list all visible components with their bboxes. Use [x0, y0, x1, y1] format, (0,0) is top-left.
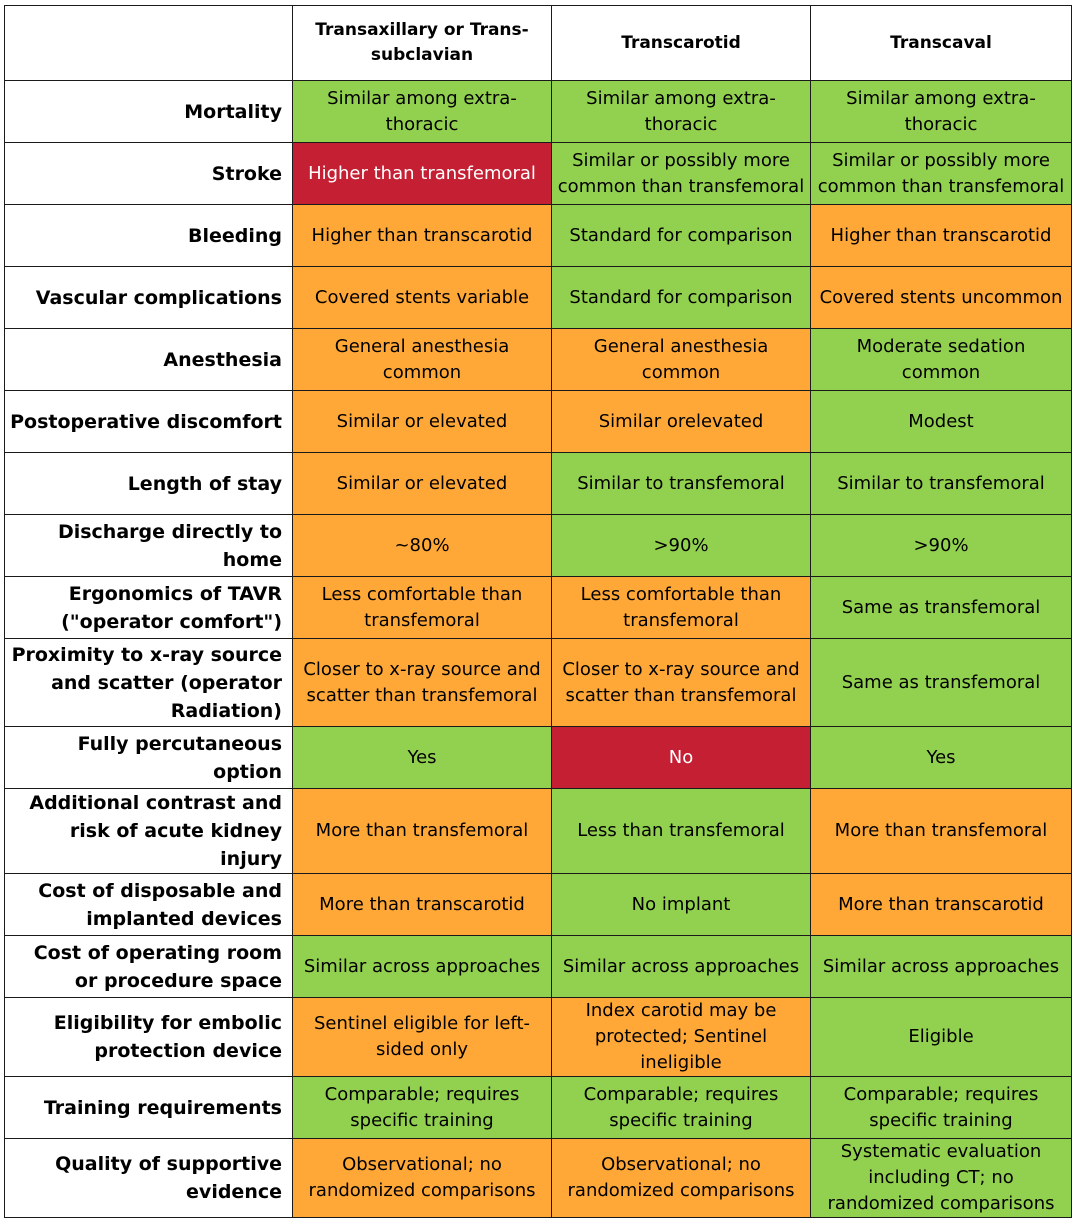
cell-transaxillary: Higher than transfemoral — [293, 143, 552, 205]
cell-transcaval: Higher than transcarotid — [811, 205, 1072, 267]
column-header-transcarotid: Transcarotid — [552, 6, 811, 81]
table-row — [5, 391, 1072, 453]
table-row — [5, 727, 1072, 789]
row-label: Ergonomics of TAVR ("operator comfort") — [5, 577, 293, 639]
cell-transcarotid: Closer to x-ray source and scatter than transfemoral — [552, 639, 811, 727]
table-row — [5, 453, 1072, 515]
table-row — [5, 1077, 1072, 1139]
cell-transcarotid: Similar orelevated — [552, 391, 811, 453]
cell-transcarotid: >90% — [552, 515, 811, 577]
cell-transcarotid: Standard for comparison — [552, 267, 811, 329]
cell-transcarotid: Standard for comparison — [552, 205, 811, 267]
cell-transaxillary: Covered stents variable — [293, 267, 552, 329]
table-body — [5, 81, 1072, 1218]
cell-transcarotid: Similar across approaches — [552, 936, 811, 998]
cell-transaxillary: General anesthesia common — [293, 329, 552, 391]
cell-transcarotid: Similar or possibly more common than transfemoral — [552, 143, 811, 205]
table-row — [5, 515, 1072, 577]
cell-transaxillary: Similar or elevated — [293, 391, 552, 453]
row-label: Cost of operating room or procedure space — [5, 936, 293, 998]
cell-transaxillary: Less comfortable than transfemoral — [293, 577, 552, 639]
cell-transaxillary: Closer to x-ray source and scatter than transfemoral — [293, 639, 552, 727]
row-label: Cost of disposable and implanted devices — [5, 874, 293, 936]
table-row — [5, 329, 1072, 391]
cell-transcaval: More than transcarotid — [811, 874, 1072, 936]
row-label: Stroke — [5, 143, 293, 205]
cell-transcarotid: Similar among extra-thoracic — [552, 81, 811, 143]
table-row — [5, 874, 1072, 936]
cell-transcaval: Similar or possibly more common than transfemoral — [811, 143, 1072, 205]
row-label: Training requirements — [5, 1077, 293, 1139]
cell-transaxillary: Similar across approaches — [293, 936, 552, 998]
row-label: Length of stay — [5, 453, 293, 515]
cell-transcaval: Similar among extra-thoracic — [811, 81, 1072, 143]
row-label: Quality of supportive evidence — [5, 1139, 293, 1218]
cell-transcaval: Similar across approaches — [811, 936, 1072, 998]
row-label: Discharge directly to home — [5, 515, 293, 577]
cell-transaxillary: Sentinel eligible for left-sided only — [293, 998, 552, 1077]
row-label: Postoperative discomfort — [5, 391, 293, 453]
comparison-table — [4, 5, 1072, 1218]
cell-transcarotid: Similar to transfemoral — [552, 453, 811, 515]
table-row — [5, 1139, 1072, 1218]
corner-cell — [5, 6, 293, 81]
cell-transaxillary: More than transfemoral — [293, 789, 552, 874]
table-row — [5, 577, 1072, 639]
table-row — [5, 936, 1072, 998]
cell-transcaval: Modest — [811, 391, 1072, 453]
cell-transcaval: Comparable; requires specific training — [811, 1077, 1072, 1139]
cell-transcarotid: No implant — [552, 874, 811, 936]
cell-transcarotid: Less than transfemoral — [552, 789, 811, 874]
column-header-transaxillary: Transaxillary or Trans-subclavian — [293, 6, 552, 81]
row-label: Proximity to x-ray source and scatter (operator Radiation) — [5, 639, 293, 727]
row-label: Vascular complications — [5, 267, 293, 329]
cell-transcarotid: General anesthesia common — [552, 329, 811, 391]
table-row — [5, 639, 1072, 727]
row-label: Bleeding — [5, 205, 293, 267]
cell-transcaval: Yes — [811, 727, 1072, 789]
cell-transcaval: Covered stents uncommon — [811, 267, 1072, 329]
cell-transaxillary: Comparable; requires specific training — [293, 1077, 552, 1139]
table-row — [5, 81, 1072, 143]
row-label: Anesthesia — [5, 329, 293, 391]
row-label: Eligibility for embolic protection device — [5, 998, 293, 1077]
column-header-transcaval: Transcaval — [811, 6, 1072, 81]
row-label: Mortality — [5, 81, 293, 143]
cell-transcarotid: Comparable; requires specific training — [552, 1077, 811, 1139]
cell-transaxillary: Yes — [293, 727, 552, 789]
cell-transaxillary: Similar among extra-thoracic — [293, 81, 552, 143]
cell-transcarotid: Observational; no randomized comparisons — [552, 1139, 811, 1218]
cell-transaxillary: Similar or elevated — [293, 453, 552, 515]
table-row — [5, 143, 1072, 205]
header-row — [5, 6, 1072, 81]
cell-transaxillary: ~80% — [293, 515, 552, 577]
table-row — [5, 998, 1072, 1077]
cell-transcaval: Moderate sedation common — [811, 329, 1072, 391]
cell-transcaval: Same as transfemoral — [811, 639, 1072, 727]
cell-transcarotid: Less comfortable than transfemoral — [552, 577, 811, 639]
row-label: Additional contrast and risk of acute kidney injury — [5, 789, 293, 874]
cell-transcaval: Systematic evaluation including CT; no randomized comparisons — [811, 1139, 1072, 1218]
cell-transaxillary: Higher than transcarotid — [293, 205, 552, 267]
cell-transcaval: >90% — [811, 515, 1072, 577]
row-label: Fully percutaneous option — [5, 727, 293, 789]
cell-transaxillary: More than transcarotid — [293, 874, 552, 936]
cell-transcaval: Same as transfemoral — [811, 577, 1072, 639]
cell-transaxillary: Observational; no randomized comparisons — [293, 1139, 552, 1218]
table-row — [5, 267, 1072, 329]
cell-transcarotid: No — [552, 727, 811, 789]
table-row — [5, 789, 1072, 874]
cell-transcaval: More than transfemoral — [811, 789, 1072, 874]
cell-transcaval: Similar to transfemoral — [811, 453, 1072, 515]
cell-transcaval: Eligible — [811, 998, 1072, 1077]
cell-transcarotid: Index carotid may be protected; Sentinel ineligible — [552, 998, 811, 1077]
table-row — [5, 205, 1072, 267]
